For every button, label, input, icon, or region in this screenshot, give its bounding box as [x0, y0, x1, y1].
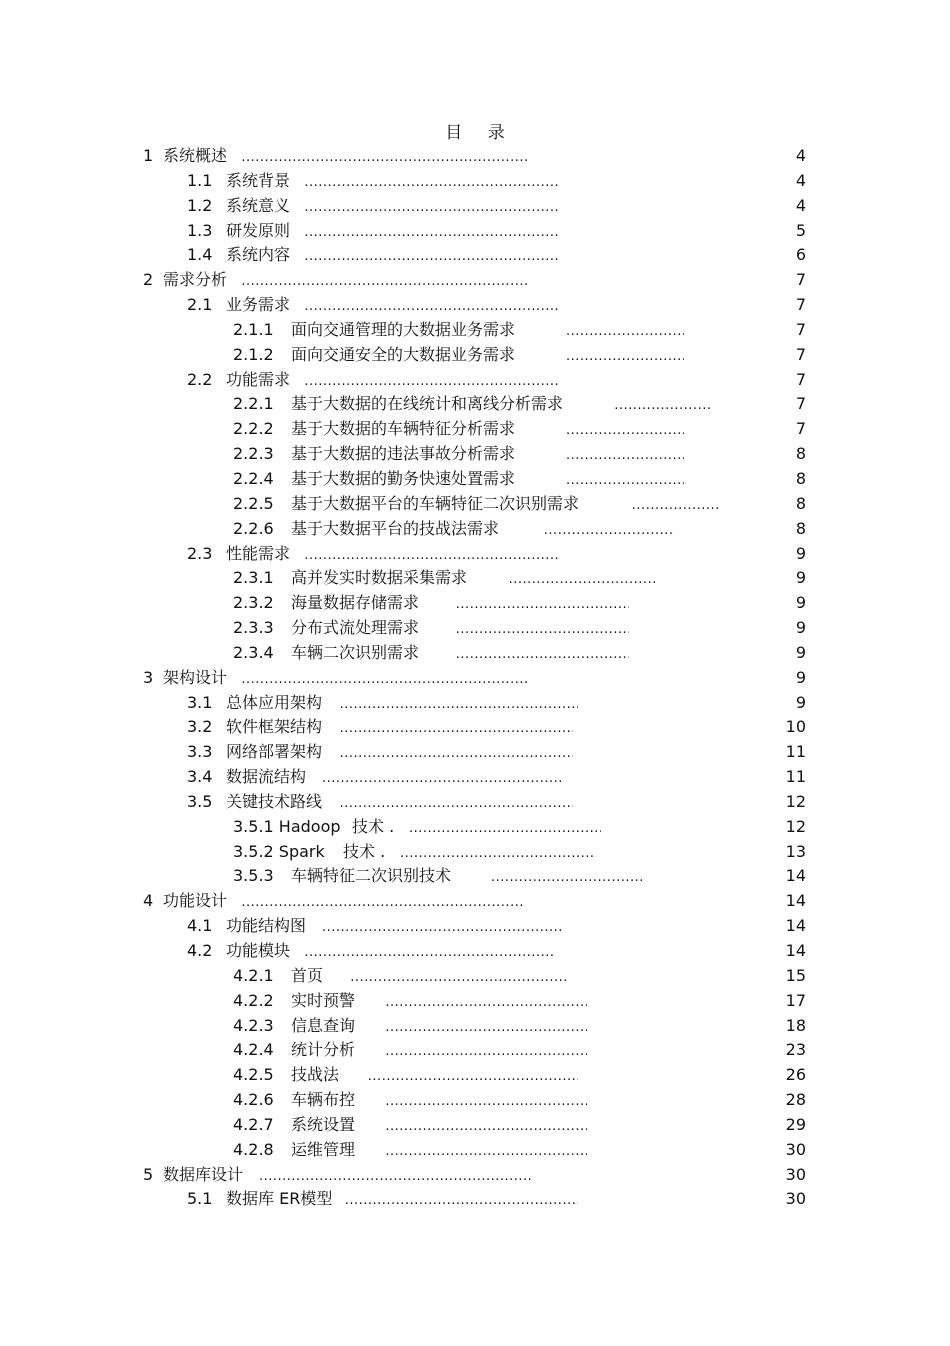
toc-entry[interactable] — [0, 889, 950, 914]
toc-entry-page: 8 — [795, 493, 806, 513]
toc-entry-page: 7 — [795, 319, 806, 339]
toc-entry-page: 8 — [795, 468, 806, 488]
toc-entry-title: 总体应用架构 — [226, 692, 323, 712]
toc-list — [0, 144, 950, 1212]
toc-entry-number: 4.2.7 — [233, 1114, 274, 1134]
toc-entry-page: 10 — [785, 717, 806, 737]
toc-dot-leader — [456, 641, 629, 668]
toc-entry-number: 4.2.3 — [233, 1015, 274, 1035]
toc-entry-title: 架构设计 — [163, 667, 228, 687]
toc-entry-title: 车辆特征二次识别技术 — [291, 866, 452, 886]
toc-entry-number: 2.2 — [187, 369, 213, 389]
toc-entry[interactable] — [0, 542, 950, 567]
toc-entry-title: 网络部署架构 — [226, 742, 323, 762]
toc-entry-title: 需求分析 — [163, 270, 228, 290]
toc-entry-number: 4.2.4 — [233, 1040, 274, 1060]
toc-entry-title: 技战法 — [291, 1065, 340, 1085]
toc-entry-number: 2.3.1 — [233, 568, 274, 588]
toc-dot-leader — [304, 368, 559, 395]
toc-dot-leader — [632, 492, 720, 519]
toc-entry-title: 功能结构图 — [226, 916, 307, 936]
toc-entry-page: 5 — [795, 220, 806, 240]
toc-dot-leader — [241, 268, 528, 295]
toc-entry-page: 14 — [785, 866, 806, 886]
toc-entry-number: 1.1 — [187, 170, 213, 190]
toc-entry-page: 9 — [795, 543, 806, 563]
toc-entry-number: 3.5 — [187, 791, 213, 811]
toc-dot-leader — [385, 1113, 587, 1140]
toc-entry-page: 30 — [785, 1139, 806, 1159]
toc-entry-page: 7 — [795, 295, 806, 315]
toc-entry-title: 功能需求 — [226, 369, 291, 389]
toc-entry-number: 4.1 — [187, 916, 213, 936]
toc-entry[interactable] — [0, 293, 950, 318]
toc-dot-leader — [304, 293, 559, 320]
toc-entry-number: 1.3 — [187, 220, 213, 240]
toc-entry-number: 2.3.3 — [233, 618, 274, 638]
toc-dot-leader — [322, 765, 564, 792]
toc-entry-page: 26 — [785, 1065, 806, 1085]
toc-entry-page: 7 — [795, 369, 806, 389]
toc-dot-leader — [304, 169, 559, 196]
toc-entry-page: 17 — [785, 990, 806, 1010]
toc-entry-title: 首页 — [291, 965, 324, 985]
toc-entry[interactable] — [0, 194, 950, 219]
toc-entry-title: 高并发实时数据采集需求 — [291, 568, 468, 588]
toc-entry[interactable] — [0, 641, 950, 666]
toc-entry[interactable] — [0, 368, 950, 393]
toc-entry[interactable] — [0, 219, 950, 244]
toc-dot-leader — [350, 964, 568, 991]
toc-entry-number: 4.2.1 — [233, 965, 274, 985]
toc-entry-page: 8 — [795, 518, 806, 538]
toc-entry-title: 系统意义 — [226, 195, 291, 215]
toc-entry-number: 3 — [143, 667, 154, 687]
toc-dot-leader — [385, 1088, 587, 1115]
toc-dot-leader — [241, 666, 528, 693]
toc-entry-title: 技术 . — [343, 841, 386, 861]
toc-entry-number: 4.2.6 — [233, 1090, 274, 1110]
toc-entry[interactable] — [0, 1038, 950, 1063]
toc-entry-title: 功能设计 — [163, 891, 228, 911]
toc-entry-title: 基于大数据的勤务快速处置需求 — [291, 468, 516, 488]
toc-entry-number: 4.2.5 — [233, 1065, 274, 1085]
toc-entry[interactable] — [0, 417, 950, 442]
toc-entry-page: 7 — [795, 270, 806, 290]
toc-entry-number: 2.2.6 — [233, 518, 274, 538]
toc-dot-leader — [400, 840, 596, 867]
toc-entry-title: 数据库设计 — [163, 1164, 244, 1184]
toc-entry[interactable] — [0, 1113, 950, 1138]
toc-entry-title: 基于大数据的车辆特征分析需求 — [291, 419, 516, 439]
toc-entry[interactable] — [0, 268, 950, 293]
toc-entry-page: 12 — [785, 816, 806, 836]
toc-entry-number: 1.2 — [187, 195, 213, 215]
toc-dot-leader — [614, 392, 712, 419]
toc-dot-leader — [456, 591, 629, 618]
toc-entry[interactable] — [0, 840, 950, 865]
toc-entry[interactable] — [0, 715, 950, 740]
toc-dot-leader — [241, 889, 523, 916]
toc-entry-page: 7 — [795, 394, 806, 414]
toc-entry[interactable] — [0, 1163, 950, 1188]
toc-dot-leader — [566, 343, 684, 370]
toc-entry-number: 3.5.1 Hadoop — [233, 816, 341, 836]
toc-dot-leader — [259, 1163, 531, 1190]
toc-entry-number: 2.1.1 — [233, 319, 274, 339]
toc-entry-page: 9 — [795, 593, 806, 613]
toc-entry-number: 2.2.1 — [233, 394, 274, 414]
toc-entry-page: 8 — [795, 444, 806, 464]
toc-entry-number: 3.4 — [187, 767, 213, 787]
toc-entry[interactable] — [0, 691, 950, 716]
toc-entry[interactable] — [0, 790, 950, 815]
toc-entry-page: 9 — [795, 642, 806, 662]
toc-entry-number: 2.1 — [187, 295, 213, 315]
toc-dot-leader — [566, 442, 684, 469]
toc-entry-title: 数据流结构 — [226, 767, 307, 787]
toc-dot-leader — [340, 740, 573, 767]
toc-dot-leader — [304, 243, 559, 270]
toc-entry-number: 2.2.4 — [233, 468, 274, 488]
toc-dot-leader — [544, 517, 675, 544]
toc-entry-number: 5 — [143, 1164, 154, 1184]
toc-entry-number: 2.3.2 — [233, 593, 274, 613]
toc-dot-leader — [566, 467, 684, 494]
toc-entry-page: 11 — [785, 767, 806, 787]
toc-entry[interactable] — [0, 939, 950, 964]
toc-title: 目 录 — [445, 123, 515, 143]
toc-entry-title: 基于大数据平台的技战法需求 — [291, 518, 500, 538]
toc-entry-number: 2.1.2 — [233, 344, 274, 364]
toc-dot-leader — [304, 542, 559, 569]
toc-entry[interactable] — [0, 666, 950, 691]
toc-entry[interactable] — [0, 1063, 950, 1088]
toc-entry-title: 基于大数据的在线统计和离线分析需求 — [291, 394, 564, 414]
toc-entry-title: 分布式流处理需求 — [291, 618, 420, 638]
toc-entry[interactable] — [0, 740, 950, 765]
toc-dot-leader — [340, 691, 578, 718]
toc-entry-title: 业务需求 — [226, 295, 291, 315]
toc-dot-leader — [385, 989, 587, 1016]
toc-entry-page: 28 — [785, 1090, 806, 1110]
toc-entry-number: 4.2.2 — [233, 990, 274, 1010]
toc-entry-number: 1 — [143, 146, 154, 165]
toc-entry-title: 系统内容 — [226, 245, 291, 265]
toc-entry-title: 信息查询 — [291, 1015, 356, 1035]
toc-entry-number: 4 — [143, 891, 154, 911]
toc-entry[interactable] — [0, 864, 950, 889]
toc-dot-leader — [304, 219, 559, 246]
toc-entry-title: 关键技术路线 — [226, 791, 323, 811]
toc-entry-number: 3.5.2 Spark — [233, 841, 325, 861]
toc-entry[interactable] — [0, 1187, 950, 1212]
toc-entry[interactable] — [0, 492, 950, 517]
toc-entry-page: 14 — [785, 916, 806, 936]
toc-dot-leader — [385, 1138, 587, 1165]
toc-entry[interactable] — [0, 318, 950, 343]
toc-entry-number: 3.1 — [187, 692, 213, 712]
toc-entry-title: 功能模块 — [226, 941, 291, 960]
toc-entry[interactable] — [0, 616, 950, 641]
toc-dot-leader — [566, 417, 684, 444]
toc-dot-leader — [566, 318, 684, 345]
toc-entry[interactable] — [0, 914, 950, 939]
toc-dot-leader — [345, 1187, 578, 1214]
toc-entry-title: 性能需求 — [226, 543, 291, 563]
toc-entry-page: 18 — [785, 1015, 806, 1035]
toc-dot-leader — [385, 1038, 587, 1065]
toc-entry-number: 1.4 — [187, 245, 213, 265]
toc-entry-page: 12 — [785, 791, 806, 811]
toc-entry[interactable] — [0, 442, 950, 467]
toc-entry[interactable] — [0, 243, 950, 268]
toc-entry-number: 3.3 — [187, 742, 213, 762]
toc-entry[interactable] — [0, 989, 950, 1014]
toc-entry-number: 2.3 — [187, 543, 213, 563]
toc-entry-page: 14 — [785, 891, 806, 911]
toc-entry-page: 9 — [795, 667, 806, 687]
toc-entry[interactable] — [0, 144, 950, 169]
toc-entry-number: 2.2.2 — [233, 419, 274, 439]
toc-entry-title: 系统概述 — [163, 146, 228, 165]
toc-entry[interactable] — [0, 964, 950, 989]
toc-entry-title: 基于大数据的违法事故分析需求 — [291, 444, 516, 464]
toc-entry-number: 4.2 — [187, 941, 213, 960]
toc-dot-leader — [304, 194, 559, 221]
toc-entry[interactable] — [0, 392, 950, 417]
toc-entry-page: 9 — [795, 568, 806, 588]
toc-entry-title: 数据库 ER模型 — [226, 1189, 333, 1209]
toc-entry[interactable] — [0, 169, 950, 194]
toc-entry-title: 车辆二次识别需求 — [291, 642, 420, 662]
toc-entry-title: 实时预警 — [291, 990, 356, 1010]
toc-entry[interactable] — [0, 566, 950, 591]
toc-dot-leader — [340, 790, 573, 817]
toc-dot-leader — [456, 616, 629, 643]
toc-entry-page: 7 — [795, 344, 806, 364]
toc-entry-page: 13 — [785, 841, 806, 861]
toc-entry-number: 2.3.4 — [233, 642, 274, 662]
toc-entry-page: 9 — [795, 692, 806, 712]
toc-entry-page: 30 — [785, 1164, 806, 1184]
toc-entry[interactable] — [0, 517, 950, 542]
toc-entry[interactable] — [0, 1088, 950, 1113]
toc-entry-title: 系统设置 — [291, 1114, 356, 1134]
toc-dot-leader — [241, 144, 528, 171]
toc-dot-leader — [491, 864, 642, 891]
toc-entry-title: 统计分析 — [291, 1040, 356, 1060]
toc-entry-page: 6 — [795, 245, 806, 265]
toc-entry-title: 车辆布控 — [291, 1090, 356, 1110]
toc-entry-page: 9 — [795, 618, 806, 638]
toc-dot-leader — [509, 566, 656, 593]
toc-dot-leader — [340, 715, 573, 742]
toc-entry-number: 2.2.5 — [233, 493, 274, 513]
toc-entry-page: 4 — [795, 146, 806, 165]
toc-entry-title: 研发原则 — [226, 220, 291, 240]
toc-entry-title: 运维管理 — [291, 1139, 356, 1159]
toc-entry-title: 面向交通安全的大数据业务需求 — [291, 344, 516, 364]
toc-entry-number: 3.2 — [187, 717, 213, 737]
toc-entry-title: 基于大数据平台的车辆特征二次识别需求 — [291, 493, 580, 513]
toc-entry-number: 5.1 — [187, 1189, 213, 1209]
toc-dot-leader — [368, 1063, 578, 1090]
toc-entry-title: 海量数据存储需求 — [291, 593, 420, 613]
toc-entry-title: 系统背景 — [226, 170, 291, 190]
toc-entry-page: 11 — [785, 742, 806, 762]
toc-entry[interactable] — [0, 1138, 950, 1163]
toc-entry-title: 技术 . — [352, 816, 395, 836]
toc-dot-leader — [385, 1014, 587, 1041]
toc-entry-page: 4 — [795, 170, 806, 190]
toc-entry[interactable] — [0, 765, 950, 790]
toc-entry[interactable] — [0, 815, 950, 840]
toc-entry-page: 15 — [785, 965, 806, 985]
toc-entry-title: 软件框架结构 — [226, 717, 323, 737]
toc-entry-title: 面向交通管理的大数据业务需求 — [291, 319, 516, 339]
toc-entry-page: 7 — [795, 419, 806, 439]
toc-dot-leader — [322, 914, 564, 941]
toc-dot-leader — [409, 815, 601, 842]
toc-entry-number: 3.5.3 — [233, 866, 274, 886]
toc-entry-number: 2 — [143, 270, 154, 290]
toc-entry[interactable] — [0, 1014, 950, 1039]
toc-entry-number: 2.2.3 — [233, 444, 274, 464]
toc-entry-page: 29 — [785, 1114, 806, 1134]
toc-entry[interactable] — [0, 343, 950, 368]
toc-entry-page: 4 — [795, 195, 806, 215]
toc-entry-page: 14 — [785, 941, 806, 960]
toc-entry-number: 4.2.8 — [233, 1139, 274, 1159]
toc-dot-leader — [304, 939, 554, 966]
toc-entry[interactable] — [0, 591, 950, 616]
toc-entry-page: 23 — [785, 1040, 806, 1060]
toc-entry-page: 30 — [785, 1189, 806, 1209]
toc-entry[interactable] — [0, 467, 950, 492]
